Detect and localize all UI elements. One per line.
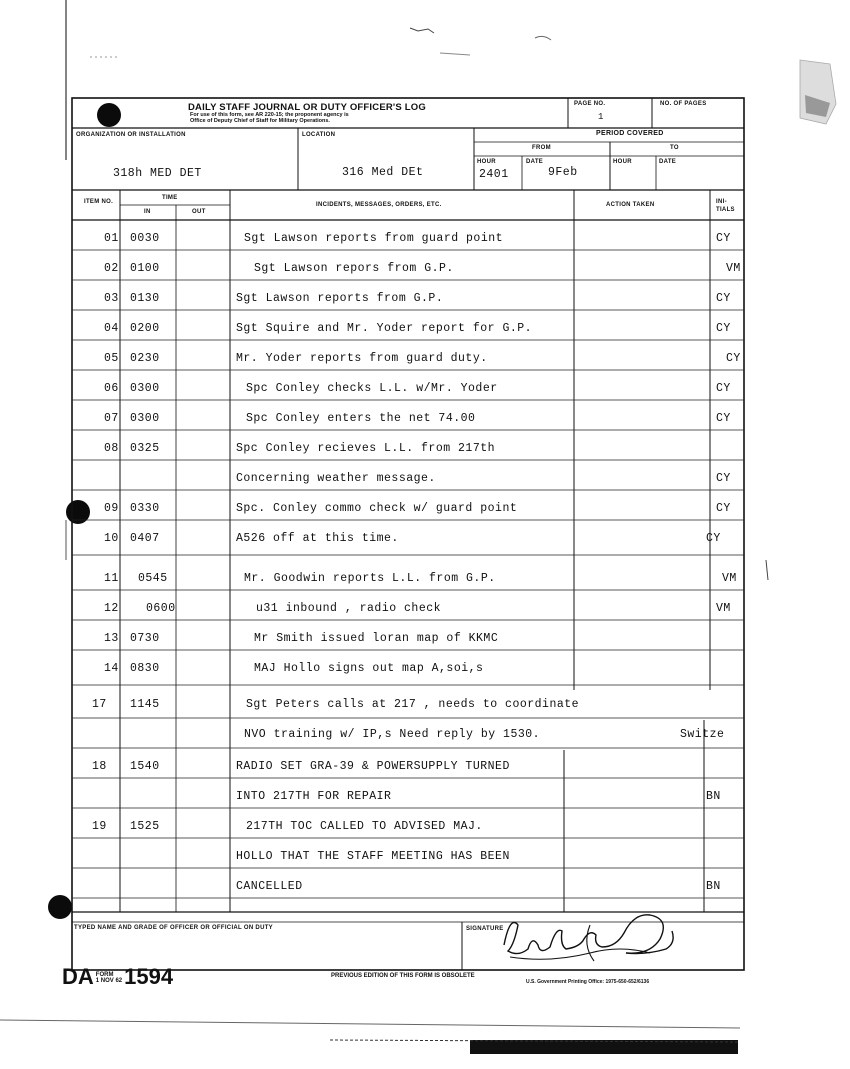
page-no-label: PAGE NO. xyxy=(574,101,606,107)
row-item-no: 02 xyxy=(104,262,119,275)
row-item-no: 09 xyxy=(104,502,119,515)
row-time-in: 0230 xyxy=(130,352,160,365)
row-item-no: 14 xyxy=(104,662,119,675)
row-item-no: 17 xyxy=(92,698,107,711)
row-item-no: 01 xyxy=(104,232,119,245)
row-item-no: 05 xyxy=(104,352,119,365)
row-item-no: 10 xyxy=(104,532,119,545)
row-time-in: 1540 xyxy=(130,760,160,773)
period-covered-label: PERIOD COVERED xyxy=(596,130,664,137)
row-initials: CY xyxy=(716,412,731,425)
row-time-in: 0030 xyxy=(130,232,160,245)
row-time-in: 0300 xyxy=(130,412,160,425)
row-initials: VM xyxy=(722,572,737,585)
row-time-in: 0325 xyxy=(130,442,160,455)
row-initials: CY xyxy=(716,502,731,515)
row-item-no: 08 xyxy=(104,442,119,455)
row-incident-text: Sgt Lawson reports from guard point xyxy=(244,232,504,245)
row-initials: CY xyxy=(706,532,721,545)
row-initials: CY xyxy=(726,352,741,365)
col-out-label: OUT xyxy=(192,209,206,215)
row-incident-text: MAJ Hollo signs out map A,soi,s xyxy=(254,662,484,675)
col-time-label: TIME xyxy=(162,195,178,201)
page-no-value: 1 xyxy=(598,112,604,122)
row-time-in: 0100 xyxy=(130,262,160,275)
col-in-label: IN xyxy=(144,209,151,215)
row-item-no: 04 xyxy=(104,322,119,335)
row-initials: CY xyxy=(716,232,731,245)
row-initials: Switze xyxy=(680,728,725,741)
col-initials-label: INI-TIALS xyxy=(716,199,735,213)
signature xyxy=(490,905,720,975)
row-initials: VM xyxy=(726,262,741,275)
col-item-label: ITEM NO. xyxy=(84,199,114,205)
row-incident-text: CANCELLED xyxy=(236,880,303,893)
row-item-no: 18 xyxy=(92,760,107,773)
form-subtitle-1: For use of this form, see AR 220-15; the proponent agency is xyxy=(190,112,349,118)
form-subtitle-2: Office of Deputy Chief of Staff for Military Operations. xyxy=(190,118,330,124)
form-number: DA FORM 1 NOV 621594 xyxy=(62,964,174,989)
to-hour-label: HOUR xyxy=(613,159,632,165)
row-incident-text: RADIO SET GRA-39 & POWERSUPPLY TURNED xyxy=(236,760,510,773)
col-incidents-label: INCIDENTS, MESSAGES, ORDERS, ETC. xyxy=(316,202,442,208)
row-item-no: 12 xyxy=(104,602,119,615)
row-initials: CY xyxy=(716,382,731,395)
row-initials: VM xyxy=(716,602,731,615)
row-time-in: 0130 xyxy=(130,292,160,305)
row-item-no: 13 xyxy=(104,632,119,645)
row-incident-text: Spc. Conley commo check w/ guard point xyxy=(236,502,518,515)
row-item-no: 07 xyxy=(104,412,119,425)
row-time-in: 0830 xyxy=(130,662,160,675)
row-incident-text: INTO 217TH FOR REPAIR xyxy=(236,790,392,803)
row-incident-text: Sgt Peters calls at 217 , needs to coordinate xyxy=(246,698,580,711)
row-incident-text: HOLLO THAT THE STAFF MEETING HAS BEEN xyxy=(236,850,510,863)
row-incident-text: NVO training w/ IP,s Need reply by 1530. xyxy=(244,728,541,741)
signature-label: SIGNATURE xyxy=(466,926,504,932)
row-time-in: 0407 xyxy=(130,532,160,545)
previous-edition-note: PREVIOUS EDITION OF THIS FORM IS OBSOLETE xyxy=(331,973,475,979)
row-time-in: 0545 xyxy=(138,572,168,585)
row-incident-text: Spc Conley recieves L.L. from 217th xyxy=(236,442,496,455)
row-time-in: 1525 xyxy=(130,820,160,833)
col-action-label: ACTION TAKEN xyxy=(606,202,655,208)
row-incident-text: Mr. Goodwin reports L.L. from G.P. xyxy=(244,572,496,585)
row-time-in: 0600 xyxy=(146,602,176,615)
row-incident-text: Sgt Squire and Mr. Yoder report for G.P. xyxy=(236,322,533,335)
row-initials: CY xyxy=(716,322,731,335)
row-initials: BN xyxy=(706,880,721,893)
location-value: 316 Med DEt xyxy=(342,166,424,179)
location-label: LOCATION xyxy=(302,132,336,138)
row-item-no: 11 xyxy=(104,572,119,585)
row-incident-text: Spc Conley checks L.L. w/Mr. Yoder xyxy=(246,382,498,395)
row-time-in: 1145 xyxy=(130,698,160,711)
row-time-in: 0330 xyxy=(130,502,160,515)
from-label: FROM xyxy=(532,145,551,151)
row-initials: BN xyxy=(706,790,721,803)
row-time-in: 0730 xyxy=(130,632,160,645)
from-date-label: DATE xyxy=(526,159,544,165)
row-item-no: 19 xyxy=(92,820,107,833)
row-time-in: 0200 xyxy=(130,322,160,335)
row-incident-text: Mr Smith issued loran map of KKMC xyxy=(254,632,499,645)
row-incident-text: Mr. Yoder reports from guard duty. xyxy=(236,352,488,365)
row-item-no: 06 xyxy=(104,382,119,395)
row-incident-text: A526 off at this time. xyxy=(236,532,399,545)
form-title: DAILY STAFF JOURNAL OR DUTY OFFICER'S LOG xyxy=(188,102,426,113)
org-label: ORGANIZATION OR INSTALLATION xyxy=(76,132,186,138)
no-of-pages-label: NO. OF PAGES xyxy=(660,101,707,107)
row-incident-text: u31 inbound , radio check xyxy=(256,602,442,615)
typed-name-label: TYPED NAME AND GRADE OF OFFICER OR OFFICIAL ON DUTY xyxy=(74,925,273,931)
to-date-label: DATE xyxy=(659,159,677,165)
row-incident-text: Spc Conley enters the net 74.00 xyxy=(246,412,476,425)
row-initials: CY xyxy=(716,292,731,305)
from-hour-value: 2401 xyxy=(479,168,509,181)
from-date-value: 9Feb xyxy=(548,166,578,179)
gpo-note: U.S. Government Printing Office: 1975-650-652/6136 xyxy=(526,979,650,985)
row-initials: CY xyxy=(716,472,731,485)
row-incident-text: Sgt Lawson repors from G.P. xyxy=(254,262,454,275)
row-item-no: 03 xyxy=(104,292,119,305)
org-value: 318h MED DET xyxy=(113,167,202,180)
row-incident-text: Sgt Lawson reports from G.P. xyxy=(236,292,444,305)
from-hour-label: HOUR xyxy=(477,159,496,165)
to-label: TO xyxy=(670,145,679,151)
row-incident-text: Concerning weather message. xyxy=(236,472,436,485)
row-time-in: 0300 xyxy=(130,382,160,395)
row-incident-text: 217TH TOC CALLED TO ADVISED MAJ. xyxy=(246,820,483,833)
